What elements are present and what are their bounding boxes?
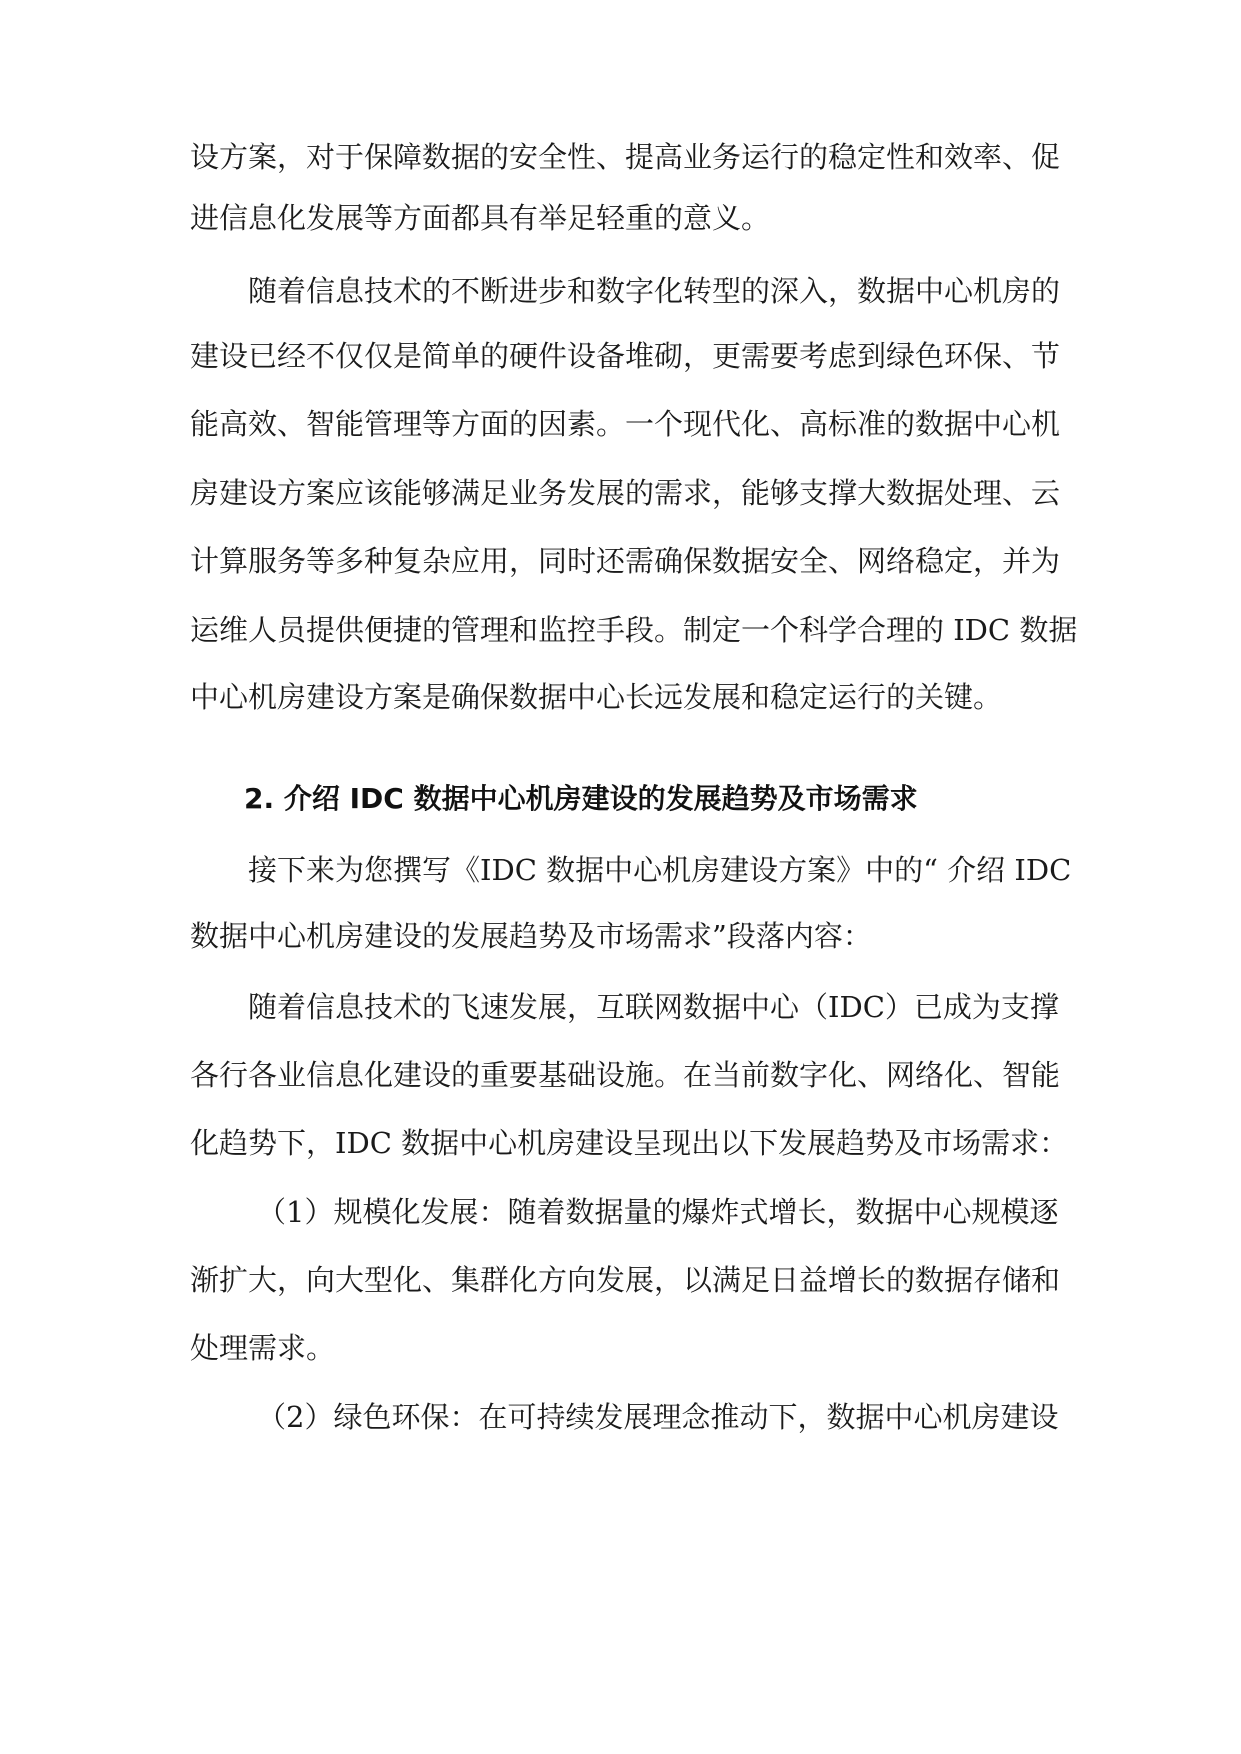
- item-1-line-3: 处理需求。: [190, 1331, 336, 1365]
- paragraph-4-line-2: 各行各业信息化建设的重要基础设施。在当前数字化、网络化、智能: [190, 1058, 1061, 1092]
- paragraph-2-line-5: 计算服务等多种复杂应用，同时还需确保数据安全、网络稳定，并为: [190, 544, 1061, 578]
- paragraph-2-line-6: 运维人员提供便捷的管理和监控手段。制定一个科学合理的 IDC 数据: [190, 613, 1078, 647]
- section-heading: 2. 介绍 IDC 数据中心机房建设的发展趋势及市场需求: [244, 782, 918, 815]
- paragraph-4-line-3: 化趋势下，IDC 数据中心机房建设呈现出以下发展趋势及市场需求：: [190, 1126, 1069, 1160]
- paragraph-4-line-1: 随着信息技术的飞速发展，互联网数据中心（IDC）已成为支撑: [248, 990, 1059, 1024]
- paragraph-2-line-7: 中心机房建设方案是确保数据中心长远发展和稳定运行的关键。: [190, 680, 1003, 714]
- paragraph-2-line-3: 能高效、智能管理等方面的因素。一个现代化、高标准的数据中心机: [190, 407, 1061, 441]
- paragraph-3-line-1: 接下来为您撰写《IDC 数据中心机房建设方案》中的“ 介绍 IDC: [248, 853, 1072, 887]
- item-2-line-1: （2）绿色环保：在可持续发展理念推动下，数据中心机房建设: [257, 1400, 1059, 1434]
- paragraph-3-line-2: 数据中心机房建设的发展趋势及市场需求”段落内容：: [190, 919, 872, 953]
- paragraph-2-line-4: 房建设方案应该能够满足业务发展的需求，能够支撑大数据处理、云: [190, 476, 1061, 510]
- paragraph-2-line-1: 随着信息技术的不断进步和数字化转型的深入，数据中心机房的: [248, 274, 1061, 308]
- paragraph-1-line-1: 设方案，对于保障数据的安全性、提高业务运行的稳定性和效率、促: [190, 140, 1061, 174]
- item-1-line-1: （1）规模化发展：随着数据量的爆炸式增长，数据中心规模逐: [257, 1195, 1059, 1229]
- paragraph-2-line-2: 建设已经不仅仅是简单的硬件设备堆砌，更需要考虑到绿色环保、节: [190, 339, 1061, 373]
- paragraph-1-line-2: 进信息化发展等方面都具有举足轻重的意义。: [190, 201, 771, 235]
- item-1-line-2: 渐扩大，向大型化、集群化方向发展，以满足日益增长的数据存储和: [190, 1263, 1061, 1297]
